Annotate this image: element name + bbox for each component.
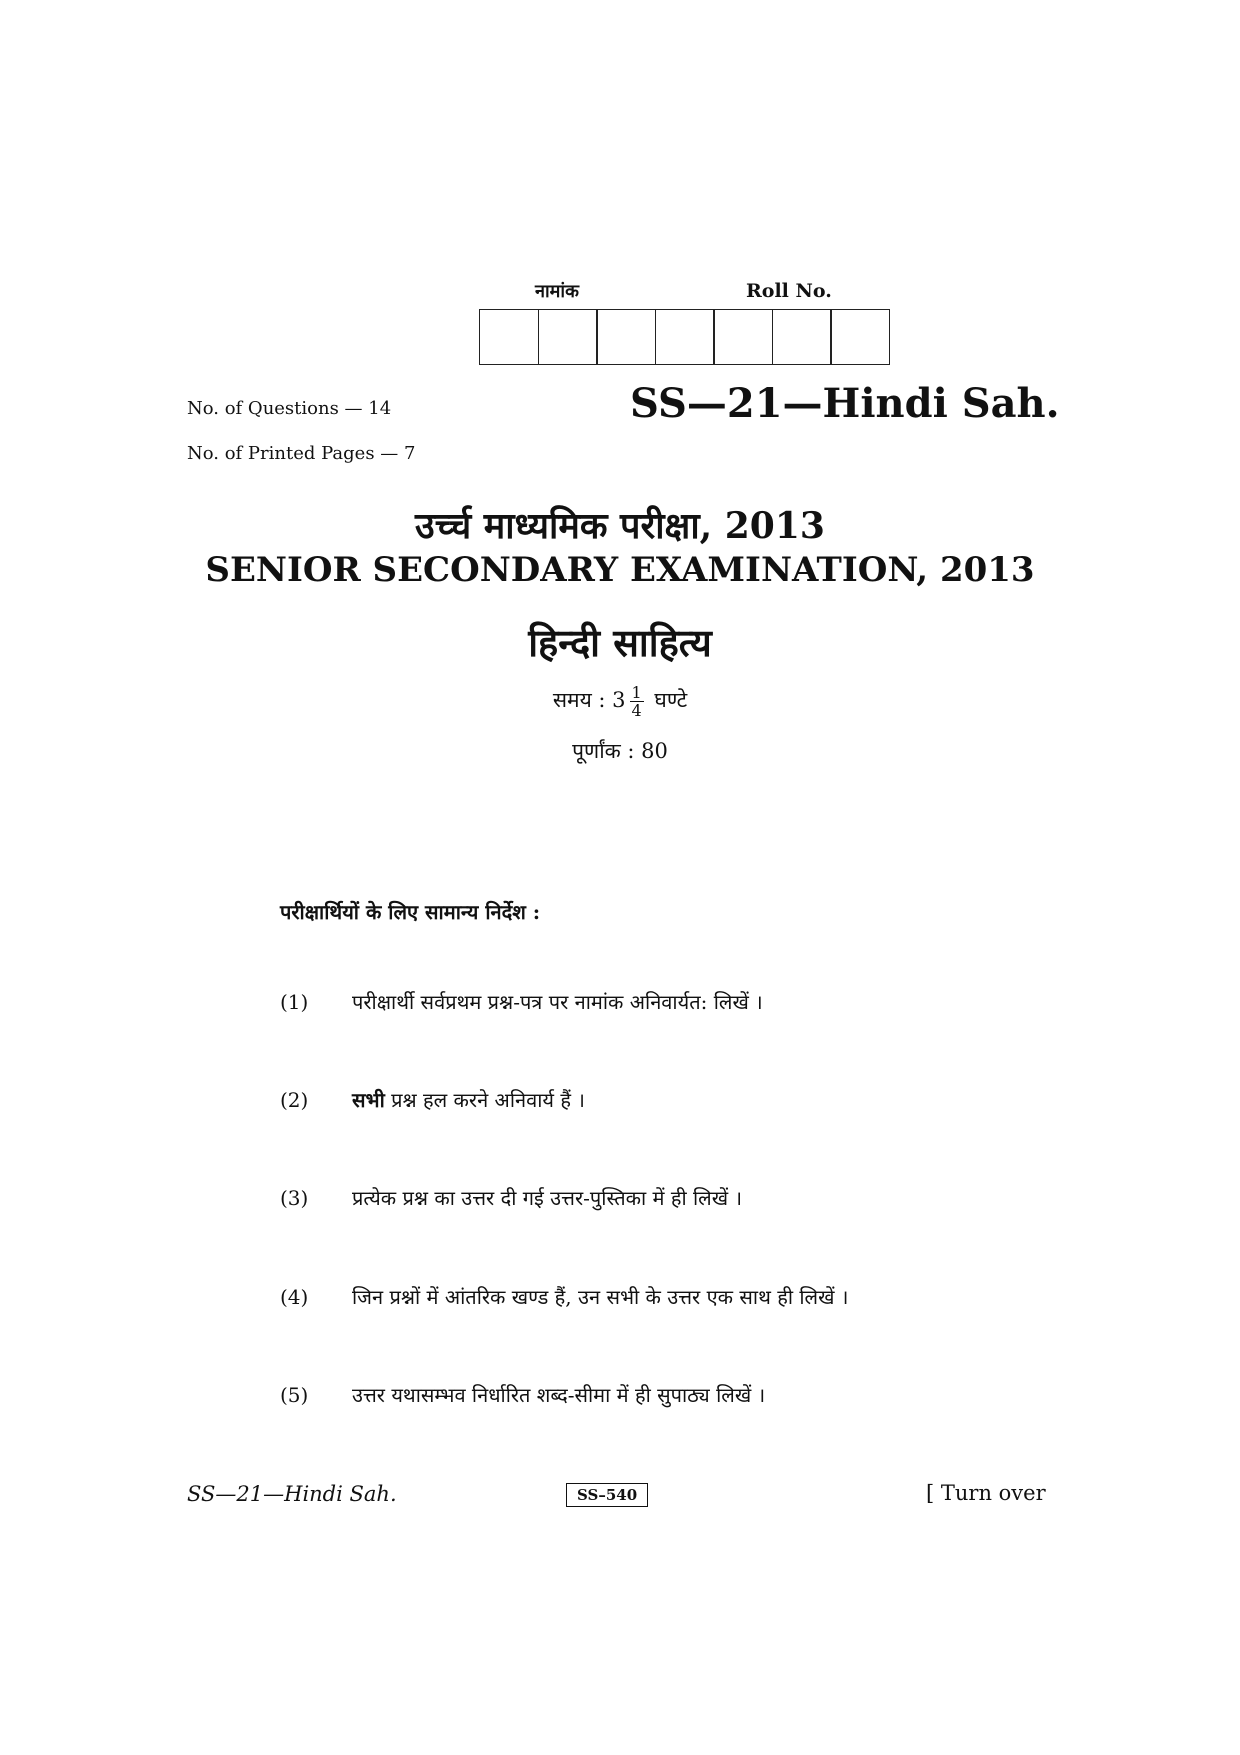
- time-fraction: [630, 684, 644, 719]
- instruction-number: (3): [280, 1186, 309, 1210]
- maximum-marks: पूर्णांक : 80: [572, 739, 668, 763]
- question-count: No. of Questions — 14: [187, 398, 392, 419]
- roll-label-english: Roll No.: [746, 280, 832, 302]
- roll-box[interactable]: [479, 309, 539, 365]
- instruction-number: (4): [280, 1285, 309, 1309]
- printed-pages-count: No. of Printed Pages — 7: [187, 443, 416, 464]
- fraction-denominator: 4: [631, 701, 642, 720]
- time-unit: घण्टे: [654, 688, 688, 712]
- time-label: समय : 3: [552, 688, 626, 712]
- fraction-numerator: 1: [631, 683, 642, 702]
- instruction-text: उत्तर यथासम्भव निर्धारित शब्द-सीमा में ही सुपाठ्य लिखें ।: [352, 1383, 766, 1407]
- roll-label-hindi: नामांक: [535, 281, 579, 302]
- exam-title-english: SENIOR SECONDARY EXAMINATION, 2013: [205, 550, 1035, 590]
- instruction-text: प्रत्येक प्रश्न का उत्तर दी गई उत्तर-पुस्तिका में ही लिखें ।: [352, 1186, 743, 1210]
- roll-number-boxes: [479, 309, 890, 365]
- instruction-number: (5): [280, 1383, 309, 1407]
- roll-box[interactable]: [772, 309, 832, 365]
- instruction-text: परीक्षार्थी सर्वप्रथम प्रश्न-पत्र पर नामांक अनिवार्यत: लिखें ।: [352, 990, 763, 1014]
- roll-box[interactable]: [655, 309, 715, 365]
- instruction-text-rest: प्रश्न हल करने अनिवार्य हैं ।: [384, 1088, 585, 1112]
- time-allowed: [0, 684, 1240, 719]
- exam-title-hindi: उर्च्च माध्यमिक परीक्षा, 2013: [415, 505, 825, 547]
- subject-title: हिन्दी साहित्य: [528, 620, 712, 665]
- footer-series-code: SS–540: [566, 1483, 648, 1507]
- instructions-heading: परीक्षार्थियों के लिए सामान्य निर्देश :: [280, 900, 541, 924]
- instruction-text: [352, 1086, 585, 1113]
- roll-box[interactable]: [830, 309, 890, 365]
- roll-box[interactable]: [596, 309, 656, 365]
- paper-code: SS—21—Hindi Sah.: [630, 380, 1060, 427]
- instruction-text: जिन प्रश्नों में आंतरिक खण्ड हैं, उन सभी के उत्तर एक साथ ही लिखें ।: [352, 1285, 849, 1309]
- instruction-number: (2): [280, 1088, 309, 1112]
- roll-box[interactable]: [713, 309, 773, 365]
- turn-over-note: [ Turn over: [926, 1481, 1046, 1505]
- instruction-emphasis: सभी: [352, 1088, 385, 1112]
- footer-paper-code: SS—21—Hindi Sah.: [187, 1482, 397, 1506]
- instruction-number: (1): [280, 990, 309, 1014]
- roll-box[interactable]: [538, 309, 598, 365]
